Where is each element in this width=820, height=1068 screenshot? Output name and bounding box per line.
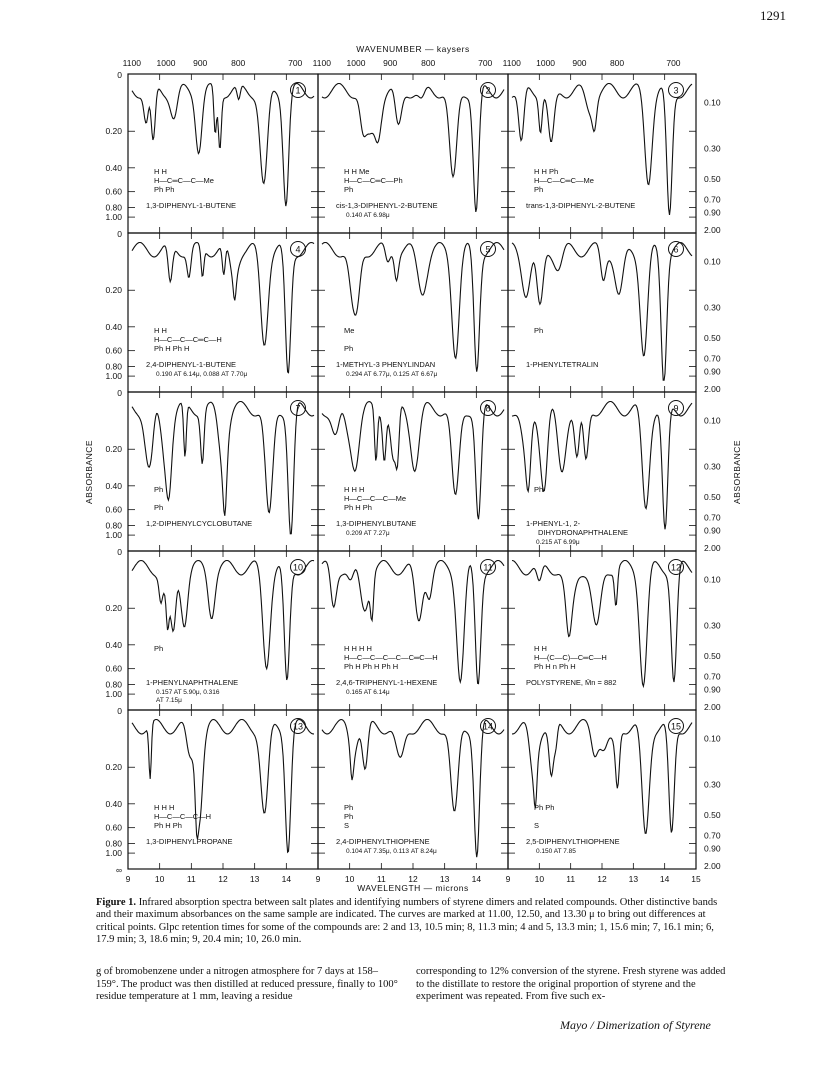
structure-formula: H H H	[154, 803, 175, 812]
left-tick-label: 0.80	[105, 679, 122, 690]
compound-name: 1,3-DIPHENYLBUTANE	[336, 519, 417, 528]
structure-formula: S	[534, 821, 540, 830]
left-tick-label: 0.40	[105, 639, 122, 650]
right-tick-label: 0.10	[704, 733, 721, 744]
bottom-tick-label: 14	[281, 874, 292, 884]
right-tick-label: 0.30	[704, 620, 721, 631]
structure-formula: Ph	[154, 503, 164, 512]
structure-formula: Ph H Ph H Ph H	[344, 662, 399, 671]
structure-formula: H—(C—C)—C═C—H	[534, 653, 607, 662]
spectrum-curve	[512, 720, 692, 834]
band-note: 0.150 AT 7.85	[536, 848, 576, 855]
body-text-left: g of bromobenzene under a nitrogen atmosphere for 7 days at 158–159°. The product was then distilled at reduced pressure, finally to 100° residue temperature at 1 mm, leaving a residue	[96, 966, 398, 1003]
top-tick-label: 700	[666, 58, 681, 68]
top-tick-label: 1100	[312, 58, 331, 68]
left-tick-label: 0.20	[105, 603, 122, 614]
right-tick-label: 0.90	[704, 525, 721, 536]
left-tick-label: 0.60	[105, 822, 122, 833]
compound-name: POLYSTYRENE, M̄n = 882	[526, 678, 617, 687]
right-tick-label: 0.30	[704, 302, 721, 313]
spectrum-curve	[132, 243, 314, 373]
right-tick-label: 0.10	[704, 97, 721, 108]
left-tick-label: 0.40	[105, 162, 122, 173]
top-tick-label: 1000	[346, 58, 366, 68]
left-tick-label: 0	[117, 547, 122, 557]
compound-name: 1-PHENYLNAPHTHALENE	[146, 678, 239, 687]
top-tick-label: 1000	[536, 58, 556, 68]
right-tick-label: 0.50	[704, 491, 721, 502]
left-tick-label: 1.00	[105, 530, 122, 541]
right-tick-label: 0.30	[704, 779, 721, 790]
top-tick-label: 1100	[122, 58, 141, 68]
right-tick-label: 0.50	[704, 173, 721, 184]
band-note: 0.104 AT 7.35μ, 0.113 AT 8.24μ	[346, 848, 437, 855]
compound-name: 1-PHENYL-1, 2-	[526, 519, 581, 528]
structure-formula: H H	[154, 326, 167, 335]
left-tick-label: 0.80	[105, 838, 122, 849]
structure-formula: H—C—C—C—Me	[344, 494, 407, 503]
left-tick-label: 0.40	[105, 321, 122, 332]
structure-formula: H—C—C—C═C—H	[154, 335, 222, 344]
right-axis-title: ABSORBANCE	[732, 439, 742, 505]
left-tick-label: 0	[117, 229, 122, 239]
bottom-tick-label: 12	[408, 874, 418, 884]
panel-number: 7	[295, 403, 301, 414]
band-note: 0.140 AT 6.98μ	[346, 212, 390, 219]
bottom-tick-label: 13	[439, 874, 450, 884]
structure-formula: Ph H n Ph H	[534, 662, 576, 671]
spectrum-curve	[512, 402, 692, 530]
structure-formula: H—C═C—C—Me	[154, 176, 214, 185]
bottom-tick-label: 10	[154, 874, 165, 884]
right-tick-label: 2.00	[704, 542, 721, 553]
structure-formula: Ph	[534, 185, 544, 194]
left-tick-label: 0.40	[105, 798, 122, 809]
structure-formula: H—C—C═C—Ph	[344, 176, 403, 185]
bottom-tick-label: 10	[534, 874, 545, 884]
left-tick-label: 0.20	[105, 762, 122, 773]
right-tick-label: 0.70	[704, 830, 721, 841]
structure-formula: H—C—C—C—H	[154, 812, 212, 821]
panel-number: 15	[670, 721, 682, 732]
top-axis-title: WAVENUMBER — kaysers	[356, 44, 470, 54]
panel-number: 13	[292, 721, 304, 732]
spectrum-curve	[132, 720, 314, 853]
right-tick-label: 2.00	[704, 860, 721, 871]
structure-formula: H H H	[344, 485, 365, 494]
caption-label: Figure 1.	[96, 897, 137, 908]
left-tick-label: 0	[117, 70, 122, 80]
structure-formula: Ph	[344, 812, 354, 821]
structure-formula: Ph Ph	[154, 185, 175, 194]
left-tick-label: 0.20	[105, 285, 122, 296]
left-tick-label: 0.60	[105, 504, 122, 515]
left-tick-label: 0.80	[105, 361, 122, 372]
structure-formula: H H	[534, 644, 547, 653]
bottom-tick-label: 9	[315, 874, 321, 884]
right-tick-label: 0.90	[704, 843, 721, 854]
panel-number: 4	[295, 244, 301, 255]
panel-number: 5	[485, 244, 491, 255]
caption-text: Infrared absorption spectra between salt plates and identifying numbers of styrene dimers and related compounds. Other distinctive bands and their maximum absorbances on the same sample are indicated. The curves are marked at 11.00, 12.50, and 13.30 μ to bring out differences at critical points. Glpc retention times for some of the compounds are:	[96, 897, 718, 933]
compound-name: cis-1,3-DIPHENYL-2-BUTENE	[336, 201, 438, 210]
compound-name: 1,2-DIPHENYLCYCLOBUTANE	[146, 519, 253, 528]
band-note: 0.215 AT 6.99μ	[536, 539, 580, 546]
structure-formula: Ph	[534, 485, 544, 494]
left-tick-label: 1.00	[105, 848, 122, 859]
panel-number: 9	[673, 403, 679, 414]
compound-name: 1-PHENYLTETRALIN	[526, 360, 599, 369]
right-tick-label: 0.50	[704, 650, 721, 661]
panel-number: 14	[482, 721, 494, 732]
left-tick-label: 0.20	[105, 126, 122, 137]
right-tick-label: 0.90	[704, 366, 721, 377]
left-tick-label: 0.80	[105, 202, 122, 213]
compound-name: 1,3-DIPHENYLPROPANE	[146, 837, 233, 846]
compound-name: trans-1,3-DIPHENYL-2-BUTENE	[526, 201, 636, 210]
bottom-tick-label: 10	[344, 874, 355, 884]
left-tick-label: 0.80	[105, 520, 122, 531]
structure-formula: Ph H Ph H	[154, 344, 190, 353]
caption-retention: 2 and 13, 10.5 min; 8, 11.3 min; 4 and 5, 13.3 min; 1, 15.6 min; 7, 16.1 min; 6, 17.9 min; 3, 18.6 min; 9, 20.4 min; 10, 26.0 min.	[96, 921, 714, 946]
bottom-tick-label: 14	[659, 874, 670, 884]
top-tick-label: 800	[421, 58, 436, 68]
right-tick-label: 0.70	[704, 671, 721, 682]
bottom-tick-label: 15	[691, 874, 701, 884]
bottom-tick-label: 14	[471, 874, 482, 884]
compound-name: 1,3-DIPHENYL-1-BUTENE	[146, 201, 237, 210]
bottom-tick-label: 11	[566, 874, 576, 884]
left-tick-label: 0	[117, 706, 122, 716]
left-infinity-label: ∞	[115, 865, 122, 875]
left-tick-label: 1.00	[105, 689, 122, 700]
top-tick-label: 700	[288, 58, 303, 68]
structure-formula: Ph	[154, 485, 164, 494]
compound-name: 2,4-DIPHENYL-1-BUTENE	[146, 360, 237, 369]
top-tick-label: 800	[231, 58, 246, 68]
left-tick-label: 0.60	[105, 663, 122, 674]
structure-formula: Ph H Ph	[154, 821, 182, 830]
left-tick-label: 1.00	[105, 212, 122, 223]
top-tick-label: 700	[478, 58, 493, 68]
structure-formula: H H H H	[344, 644, 372, 653]
bottom-tick-label: 12	[597, 874, 607, 884]
structure-formula: H H	[154, 167, 167, 176]
right-tick-label: 2.00	[704, 224, 721, 235]
compound-name-line2: DIHYDRONAPHTHALENE	[538, 528, 629, 537]
structure-formula: H H Ph	[534, 167, 559, 176]
band-note: 0.190 AT 6.14μ, 0.088 AT 7.70μ	[156, 371, 248, 378]
bottom-tick-label: 9	[125, 874, 131, 884]
page-number: 1291	[760, 8, 786, 23]
panel-number: 2	[485, 85, 491, 96]
bottom-tick-label: 11	[376, 874, 386, 884]
band-note-line2: AT 7.15μ	[156, 697, 182, 704]
structure-formula: H H Me	[344, 167, 370, 176]
structure-formula: Ph	[154, 644, 164, 653]
right-tick-label: 0.50	[704, 332, 721, 343]
top-tick-label: 800	[609, 58, 625, 68]
compound-name: 2,4,6-TRIPHENYL-1-HEXENE	[336, 678, 438, 687]
top-tick-label: 900	[193, 58, 208, 68]
left-tick-label: 0.60	[105, 186, 122, 197]
structure-formula: Ph H Ph	[344, 503, 372, 512]
structure-formula: Ph	[344, 344, 354, 353]
spectrum-curve	[512, 84, 692, 215]
compound-name: 2,4-DIPHENYLTHIOPHENE	[336, 837, 430, 846]
left-tick-label: 0.20	[105, 444, 122, 455]
band-note: 0.294 AT 6.77μ, 0.125 AT 6.67μ	[346, 371, 438, 378]
band-note: 0.165 AT 6.14μ	[346, 689, 390, 696]
right-tick-label: 0.10	[704, 415, 721, 426]
top-tick-label: 1000	[156, 58, 176, 68]
band-note: 0.209 AT 7.27μ	[346, 530, 390, 537]
right-tick-label: 0.90	[704, 207, 721, 218]
bottom-tick-label: 12	[218, 874, 228, 884]
right-tick-label: 0.70	[704, 353, 721, 364]
left-axis-title: ABSORBANCE	[84, 439, 94, 505]
structure-formula: Ph Ph	[534, 803, 555, 812]
compound-name: 1-METHYL-3 PHENYLINDAN	[336, 360, 436, 369]
running-footer: Mayo / Dimerization of Styrene	[560, 1018, 711, 1032]
panel-number: 3	[673, 85, 679, 96]
panel-number: 1	[295, 85, 301, 96]
bottom-axis-title: WAVELENGTH — microns	[357, 883, 469, 893]
panel-number: 11	[483, 562, 493, 573]
panel-number: 8	[485, 403, 491, 414]
panel-number: 12	[670, 562, 682, 573]
band-note: 0.157 AT 5.90μ, 0.316	[156, 689, 220, 696]
panel-number: 6	[673, 244, 679, 255]
structure-formula: S	[344, 821, 350, 830]
left-tick-label: 0.60	[105, 345, 122, 356]
left-tick-label: 1.00	[105, 371, 122, 382]
right-tick-label: 0.70	[704, 512, 721, 523]
structure-formula: Ph	[344, 803, 354, 812]
bottom-tick-label: 9	[505, 874, 511, 884]
panel-number: 10	[292, 562, 304, 573]
right-tick-label: 0.30	[704, 461, 721, 472]
bottom-tick-label: 13	[628, 874, 639, 884]
structure-formula: H—C—C—C—C—C═C—H	[344, 653, 438, 662]
compound-name: 2,5-DIPHENYLTHIOPHENE	[526, 837, 620, 846]
right-tick-label: 2.00	[704, 383, 721, 394]
structure-formula: H—C—C═C—Me	[534, 176, 594, 185]
right-tick-label: 2.00	[704, 701, 721, 712]
body-text-right: corresponding to 12% conversion of the styrene. Fresh styrene was added to the distillate to restore the original proportion of styrene and the experiment was repeated. From five such ex-	[416, 966, 726, 1003]
top-tick-label: 1100	[502, 58, 521, 68]
right-tick-label: 0.30	[704, 143, 721, 154]
structure-formula: Ph	[534, 326, 544, 335]
structure-formula: Me	[344, 326, 355, 335]
top-tick-label: 900	[383, 58, 398, 68]
right-tick-label: 0.90	[704, 684, 721, 695]
left-tick-label: 0	[117, 388, 122, 398]
bottom-tick-label: 11	[186, 874, 196, 884]
right-tick-label: 0.10	[704, 574, 721, 585]
figure-caption	[96, 897, 732, 947]
right-tick-label: 0.10	[704, 256, 721, 267]
spectrum-curve	[132, 561, 314, 680]
right-tick-label: 0.70	[704, 194, 721, 205]
top-tick-label: 900	[572, 58, 587, 68]
spectrum-curve	[132, 402, 314, 534]
bottom-tick-label: 13	[249, 874, 260, 884]
structure-formula: Ph	[344, 185, 354, 194]
left-tick-label: 0.40	[105, 480, 122, 491]
right-tick-label: 0.50	[704, 809, 721, 820]
